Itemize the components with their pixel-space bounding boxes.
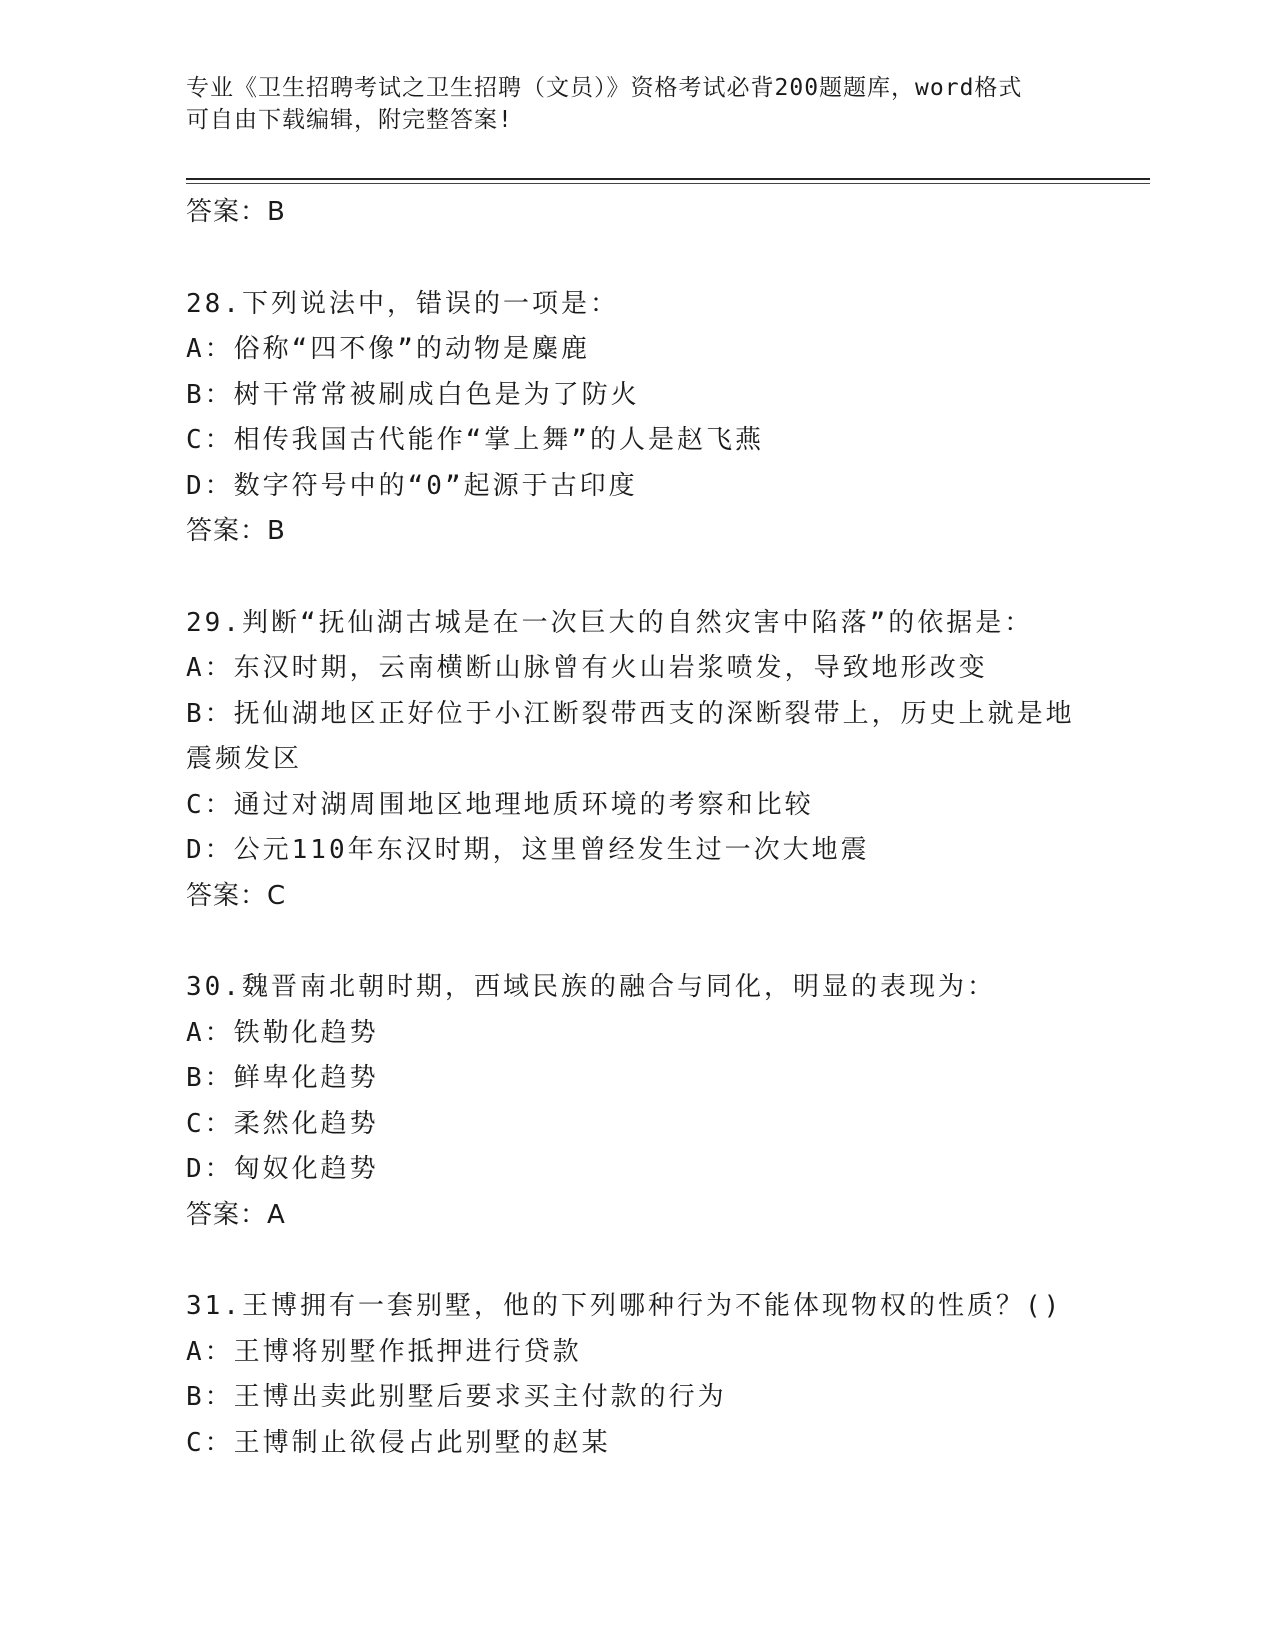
question-29 [186, 601, 1086, 920]
question-stem: 28.下列说法中，错误的一项是： [186, 288, 619, 319]
option-c: C：柔然化趋势 [186, 1108, 379, 1139]
answer: 答案：B [186, 516, 286, 546]
option-b: B：王博出卖此别墅后要求买主付款的行为 [186, 1382, 727, 1412]
previous-answer: 答案：B [186, 197, 286, 227]
option-c: C：相传我国古代能作“掌上舞”的人是赵飞燕 [186, 425, 764, 455]
option-c: C：通过对湖周围地区地理地质环境的考察和比较 [186, 789, 814, 820]
option-d: D：匈奴化趋势 [186, 1154, 379, 1184]
option-c: C：王博制止欲侵占此别墅的赵某 [186, 1427, 611, 1458]
option-a: A：东汉时期，云南横断山脉曾有火山岩浆喷发，导致地形改变 [186, 653, 988, 683]
option-a: A：铁勒化趋势 [186, 1017, 379, 1048]
question-stem: 29.判断“抚仙湖古城是在一次巨大的自然灾害中陷落”的依据是： [186, 607, 1034, 638]
header-divider [186, 178, 1150, 180]
option-b-continued: 震频发区 [186, 744, 303, 774]
option-d: D：数字符号中的“0”起源于古印度 [186, 470, 638, 501]
answer: 答案：A [186, 1199, 286, 1230]
document-header [186, 72, 1066, 136]
option-a: A：王博将别墅作抵押进行贷款 [186, 1336, 582, 1367]
question-stem: 30.魏晋南北朝时期，西域民族的融合与同化，明显的表现为： [186, 972, 996, 1002]
question-31 [186, 1284, 1086, 1466]
option-b: B：抚仙湖地区正好位于小江断裂带西支的深断裂带上，历史上就是地 [186, 698, 1075, 729]
option-b: B：树干常常被刷成白色是为了防火 [186, 379, 640, 410]
header-line-1: 专业《卫生招聘考试之卫生招聘（文员）》资格考试必背200题题库，word格式 [186, 75, 1023, 101]
question-28 [186, 282, 1086, 555]
option-b: B：鲜卑化趋势 [186, 1063, 379, 1093]
header-line-2: 可自由下载编辑，附完整答案! [186, 107, 513, 133]
option-a: A：俗称“四不像”的动物是麋鹿 [186, 334, 590, 364]
question-list [186, 190, 1086, 1466]
answer: 答案：C [186, 880, 287, 911]
question-stem: 31.王博拥有一套别墅，他的下列哪种行为不能体现物权的性质？() [186, 1291, 1063, 1321]
option-d: D：公元110年东汉时期，这里曾经发生过一次大地震 [186, 835, 870, 865]
header-divider-thin [186, 183, 1150, 184]
question-30 [186, 965, 1086, 1238]
